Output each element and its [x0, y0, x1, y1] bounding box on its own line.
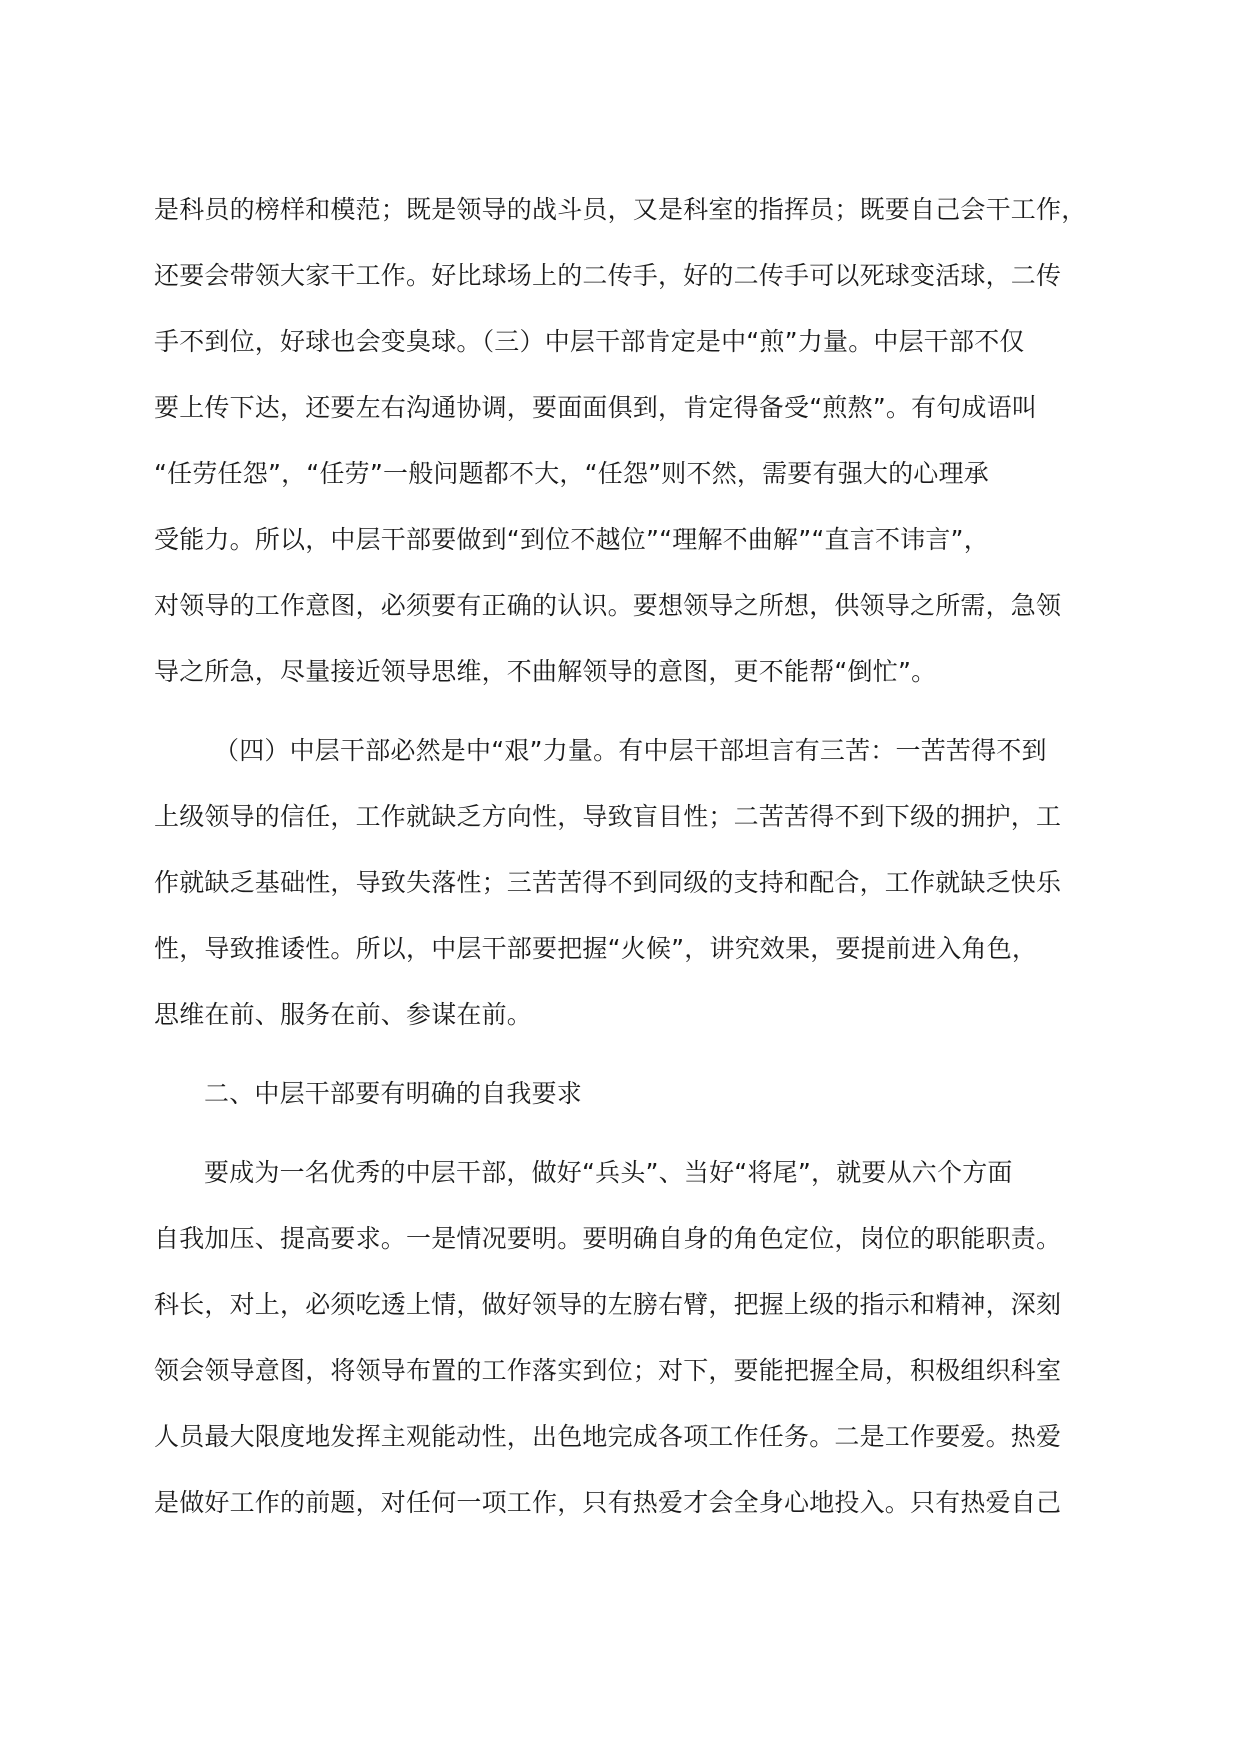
text-line: 还要会带领大家干工作。好比球场上的二传手，好的二传手可以死球变活球，二传 [154, 261, 1062, 290]
section-heading: 二、中层干部要有明确的自我要求 [204, 1079, 583, 1108]
text-line: 思维在前、服务在前、参谋在前。 [154, 1000, 533, 1029]
text-line: 上级领导的信任，工作就缺乏方向性，导致盲目性；二苦苦得不到下级的拥护，工 [154, 802, 1062, 831]
text-line: 要成为一名优秀的中层干部，做好“兵头”、当好“将尾”，就要从六个方面 [204, 1158, 1013, 1187]
text-line: 作就缺乏基础性，导致失落性；三苦苦得不到同级的支持和配合，工作就缺乏快乐 [154, 868, 1062, 897]
text-line: （四）中层干部必然是中“艰”力量。有中层干部坦言有三苦：一苦苦得不到 [214, 736, 1047, 765]
text-line: 对领导的工作意图，必须要有正确的认识。要想领导之所想，供领导之所需，急领 [154, 591, 1062, 620]
text-line: 自我加压、提高要求。一是情况要明。要明确自身的角色定位，岗位的职能职责。 [154, 1224, 1062, 1253]
text-line: 是科员的榜样和模范；既是领导的战斗员，又是科室的指挥员；既要自己会干工作， [154, 195, 1087, 224]
text-line: “任劳任怨”，“任劳”一般问题都不大，“任怨”则不然，需要有强大的心理承 [154, 459, 989, 488]
text-line: 人员最大限度地发挥主观能动性，出色地完成各项工作任务。二是工作要爱。热爱 [154, 1422, 1062, 1451]
text-line: 科长，对上，必须吃透上情，做好领导的左膀右臂，把握上级的指示和精神，深刻 [154, 1290, 1062, 1319]
text-line: 导之所急，尽量接近领导思维，不曲解领导的意图，更不能帮“倒忙”。 [154, 657, 937, 686]
text-line: 领会领导意图，将领导布置的工作落实到位；对下，要能把握全局，积极组织科室 [154, 1356, 1062, 1385]
text-line: 要上传下达，还要左右沟通协调，要面面俱到，肯定得备受“煎熬”。有句成语叫 [154, 393, 1038, 422]
text-line: 是做好工作的前题，对任何一项工作，只有热爱才会全身心地投入。只有热爱自己 [154, 1488, 1062, 1517]
text-line: 受能力。所以，中层干部要做到“到位不越位”“理解不曲解”“直言不讳言”， [154, 525, 989, 554]
text-line: 手不到位，好球也会变臭球。（三）中层干部肯定是中“煎”力量。中层干部不仅 [154, 327, 1025, 356]
text-line: 性，导致推诿性。所以，中层干部要把握“火候”，讲究效果，要提前进入角色， [154, 934, 1038, 963]
